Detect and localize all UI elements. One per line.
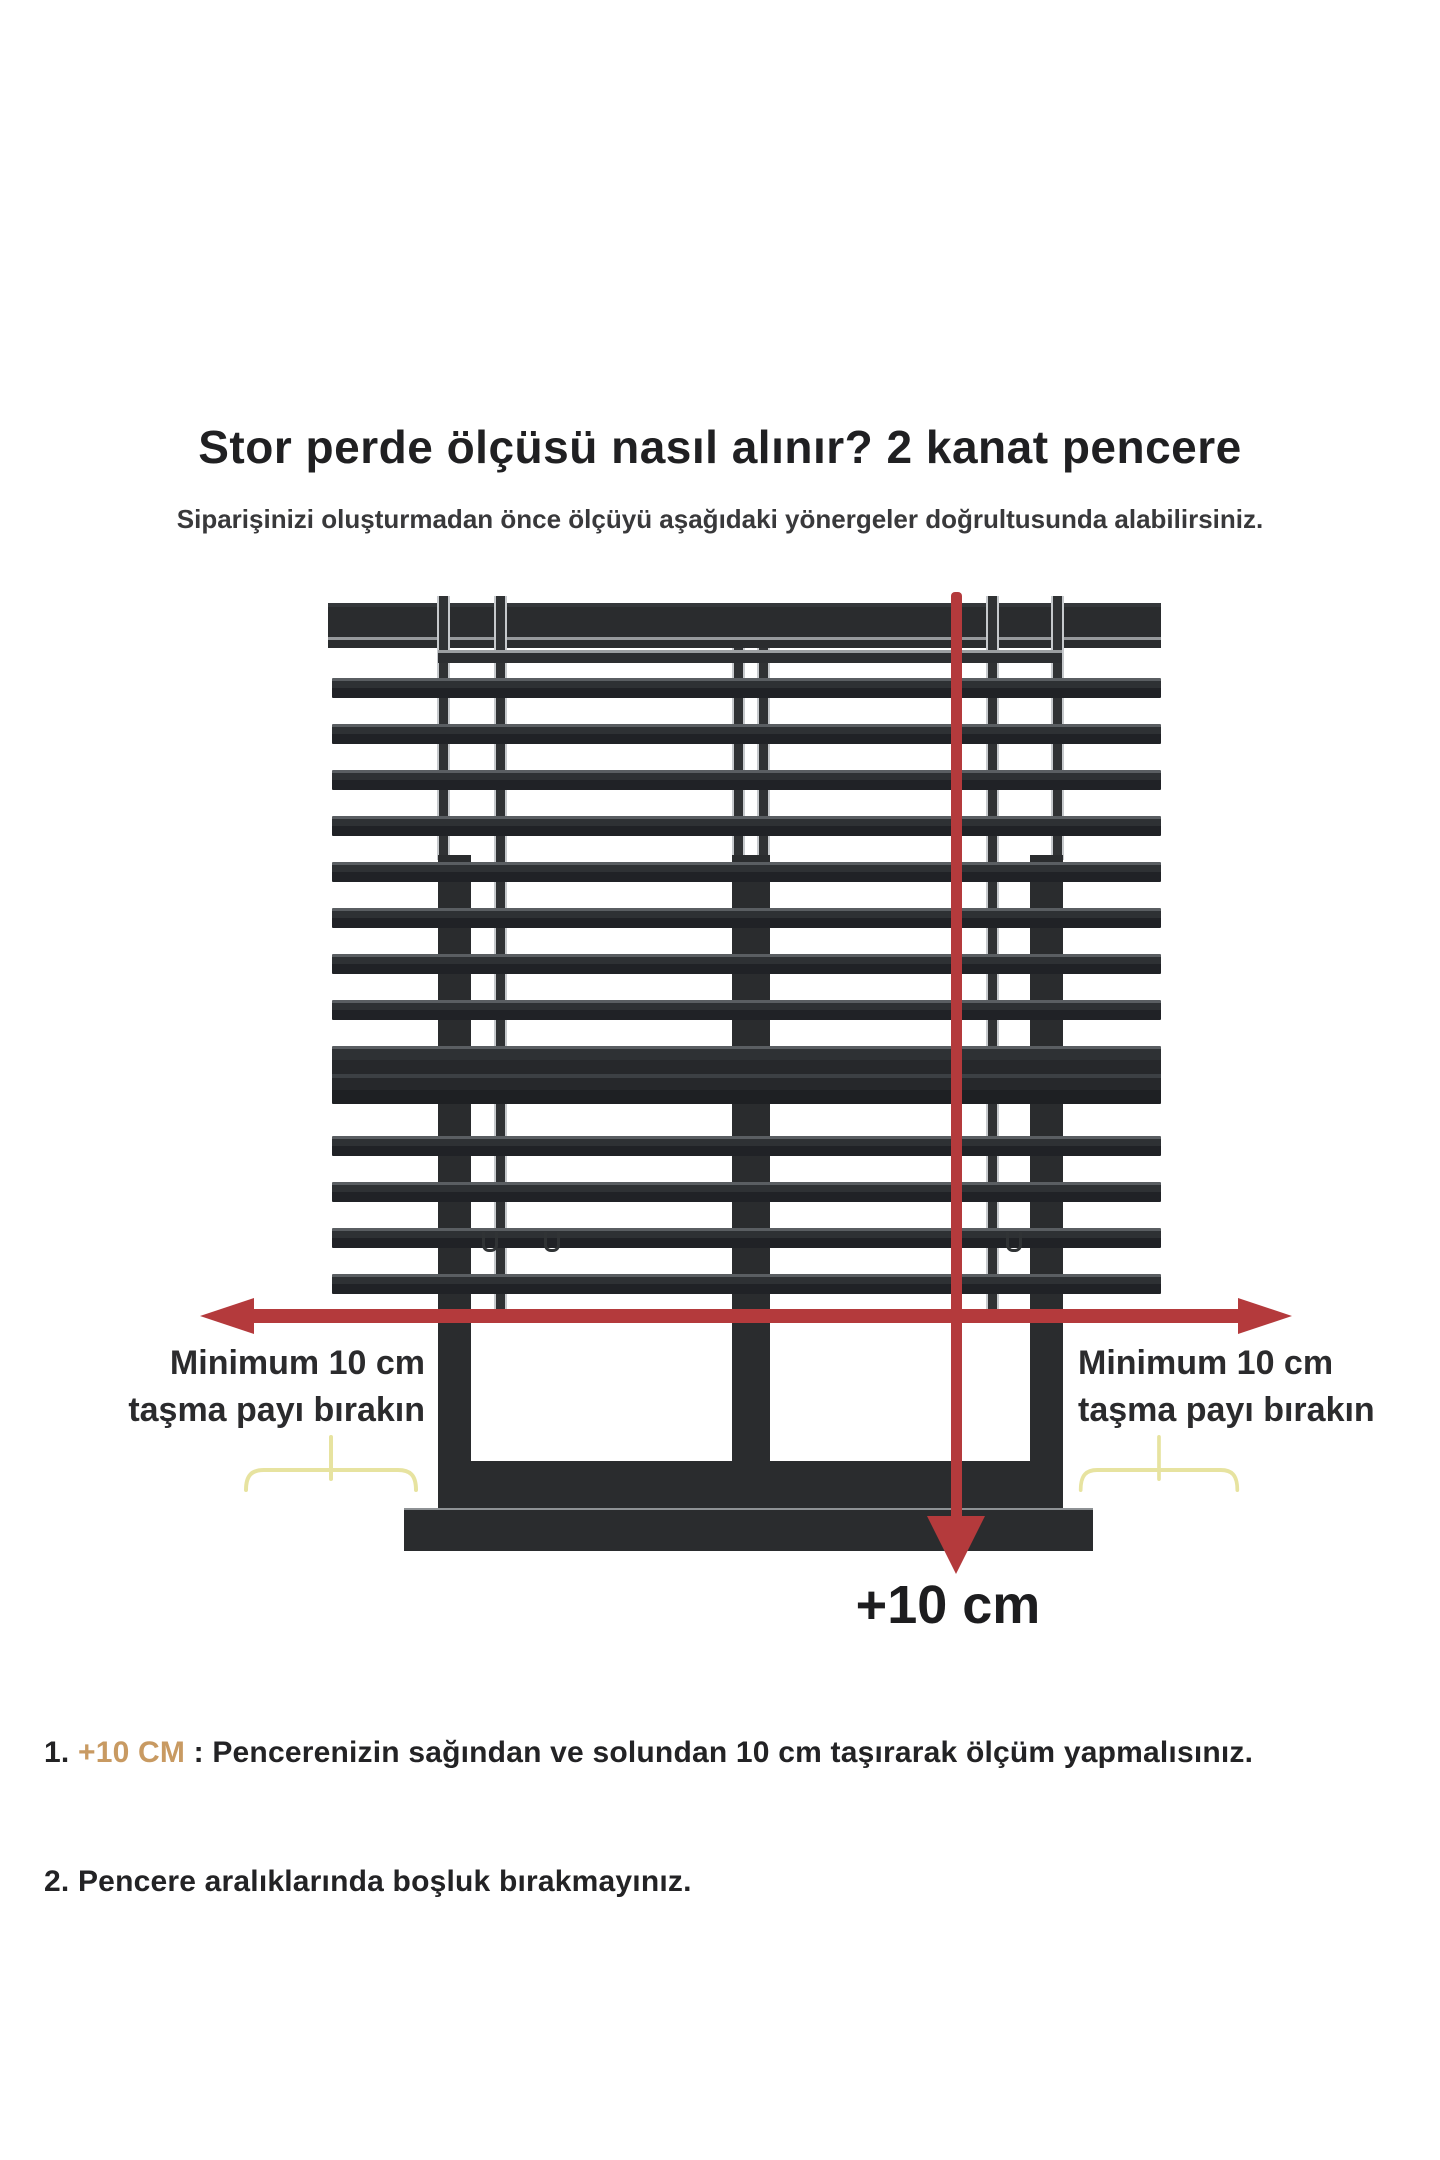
- blind-slat: [332, 678, 1161, 698]
- instruction-2: [44, 1860, 1424, 1903]
- horizontal-measure-arrow-shaft: [252, 1309, 1240, 1323]
- instruction-2-number: 2.: [44, 1865, 78, 1898]
- vertical-measure-arrow-head: [927, 1516, 985, 1574]
- vertical-arrow-label: +10 cm: [855, 1575, 1041, 1635]
- left-overhang-label-line2: taşma payı bırakın: [128, 1391, 425, 1429]
- blind-slat: [332, 1182, 1161, 1202]
- horizontal-measure-arrow-right-head: [1238, 1298, 1292, 1334]
- blind-slat: [332, 954, 1161, 974]
- right-overhang-label-line2: taşma payı bırakın: [1078, 1391, 1375, 1429]
- blind-slat: [332, 1000, 1161, 1020]
- page-title: Stor perde ölçüsü nasıl alınır? 2 kanat pencere: [198, 421, 1242, 473]
- right-overhang-label-line1: Minimum 10 cm: [1078, 1344, 1334, 1382]
- left-overhang-label: [95, 1340, 425, 1434]
- right-overhang-label: [1078, 1340, 1418, 1434]
- window-sill: [404, 1508, 1093, 1551]
- blind-slat: [332, 724, 1161, 744]
- blind-bottom-band: [332, 1046, 1161, 1104]
- blind-slat: [332, 1136, 1161, 1156]
- page-subtitle: Siparişinizi oluşturmadan önce ölçüyü aşağıdaki yönergeler doğrultusunda alabilirsiniz.: [176, 504, 1264, 534]
- left-overhang-label-line1: Minimum 10 cm: [169, 1344, 425, 1382]
- instruction-1-text: : Pencerenizin sağından ve solundan 10 cm taşırarak ölçüm yapmalısınız.: [185, 1736, 1254, 1769]
- vertical-measure-arrow-shaft: [951, 592, 962, 1520]
- instruction-2-text: Pencere aralıklarında boşluk bırakmayınız.: [77, 1865, 692, 1898]
- blind-slat: [332, 1274, 1161, 1294]
- instruction-1: [44, 1731, 1424, 1774]
- horizontal-measure-arrow-left-head: [200, 1298, 254, 1334]
- blind-slat: [332, 816, 1161, 836]
- instruction-1-number: 1.: [44, 1736, 78, 1769]
- blind-slat: [332, 908, 1161, 928]
- instruction-1-highlight: +10 CM: [77, 1736, 186, 1769]
- window-top-rail: [438, 650, 1062, 663]
- instruction-list: [44, 1645, 1424, 1989]
- blind-cord-hook: [544, 1232, 560, 1252]
- blind-slat: [332, 862, 1161, 882]
- left-overhang-brace: [242, 1431, 420, 1493]
- window-bottom-rail: [438, 1461, 1062, 1508]
- blind-slat: [332, 1228, 1161, 1248]
- blind-cord-hook: [1006, 1232, 1022, 1252]
- right-overhang-brace: [1077, 1431, 1241, 1493]
- blind-slat: [332, 770, 1161, 790]
- blind-valance: [328, 603, 1161, 648]
- blind-cord-hook: [482, 1232, 498, 1252]
